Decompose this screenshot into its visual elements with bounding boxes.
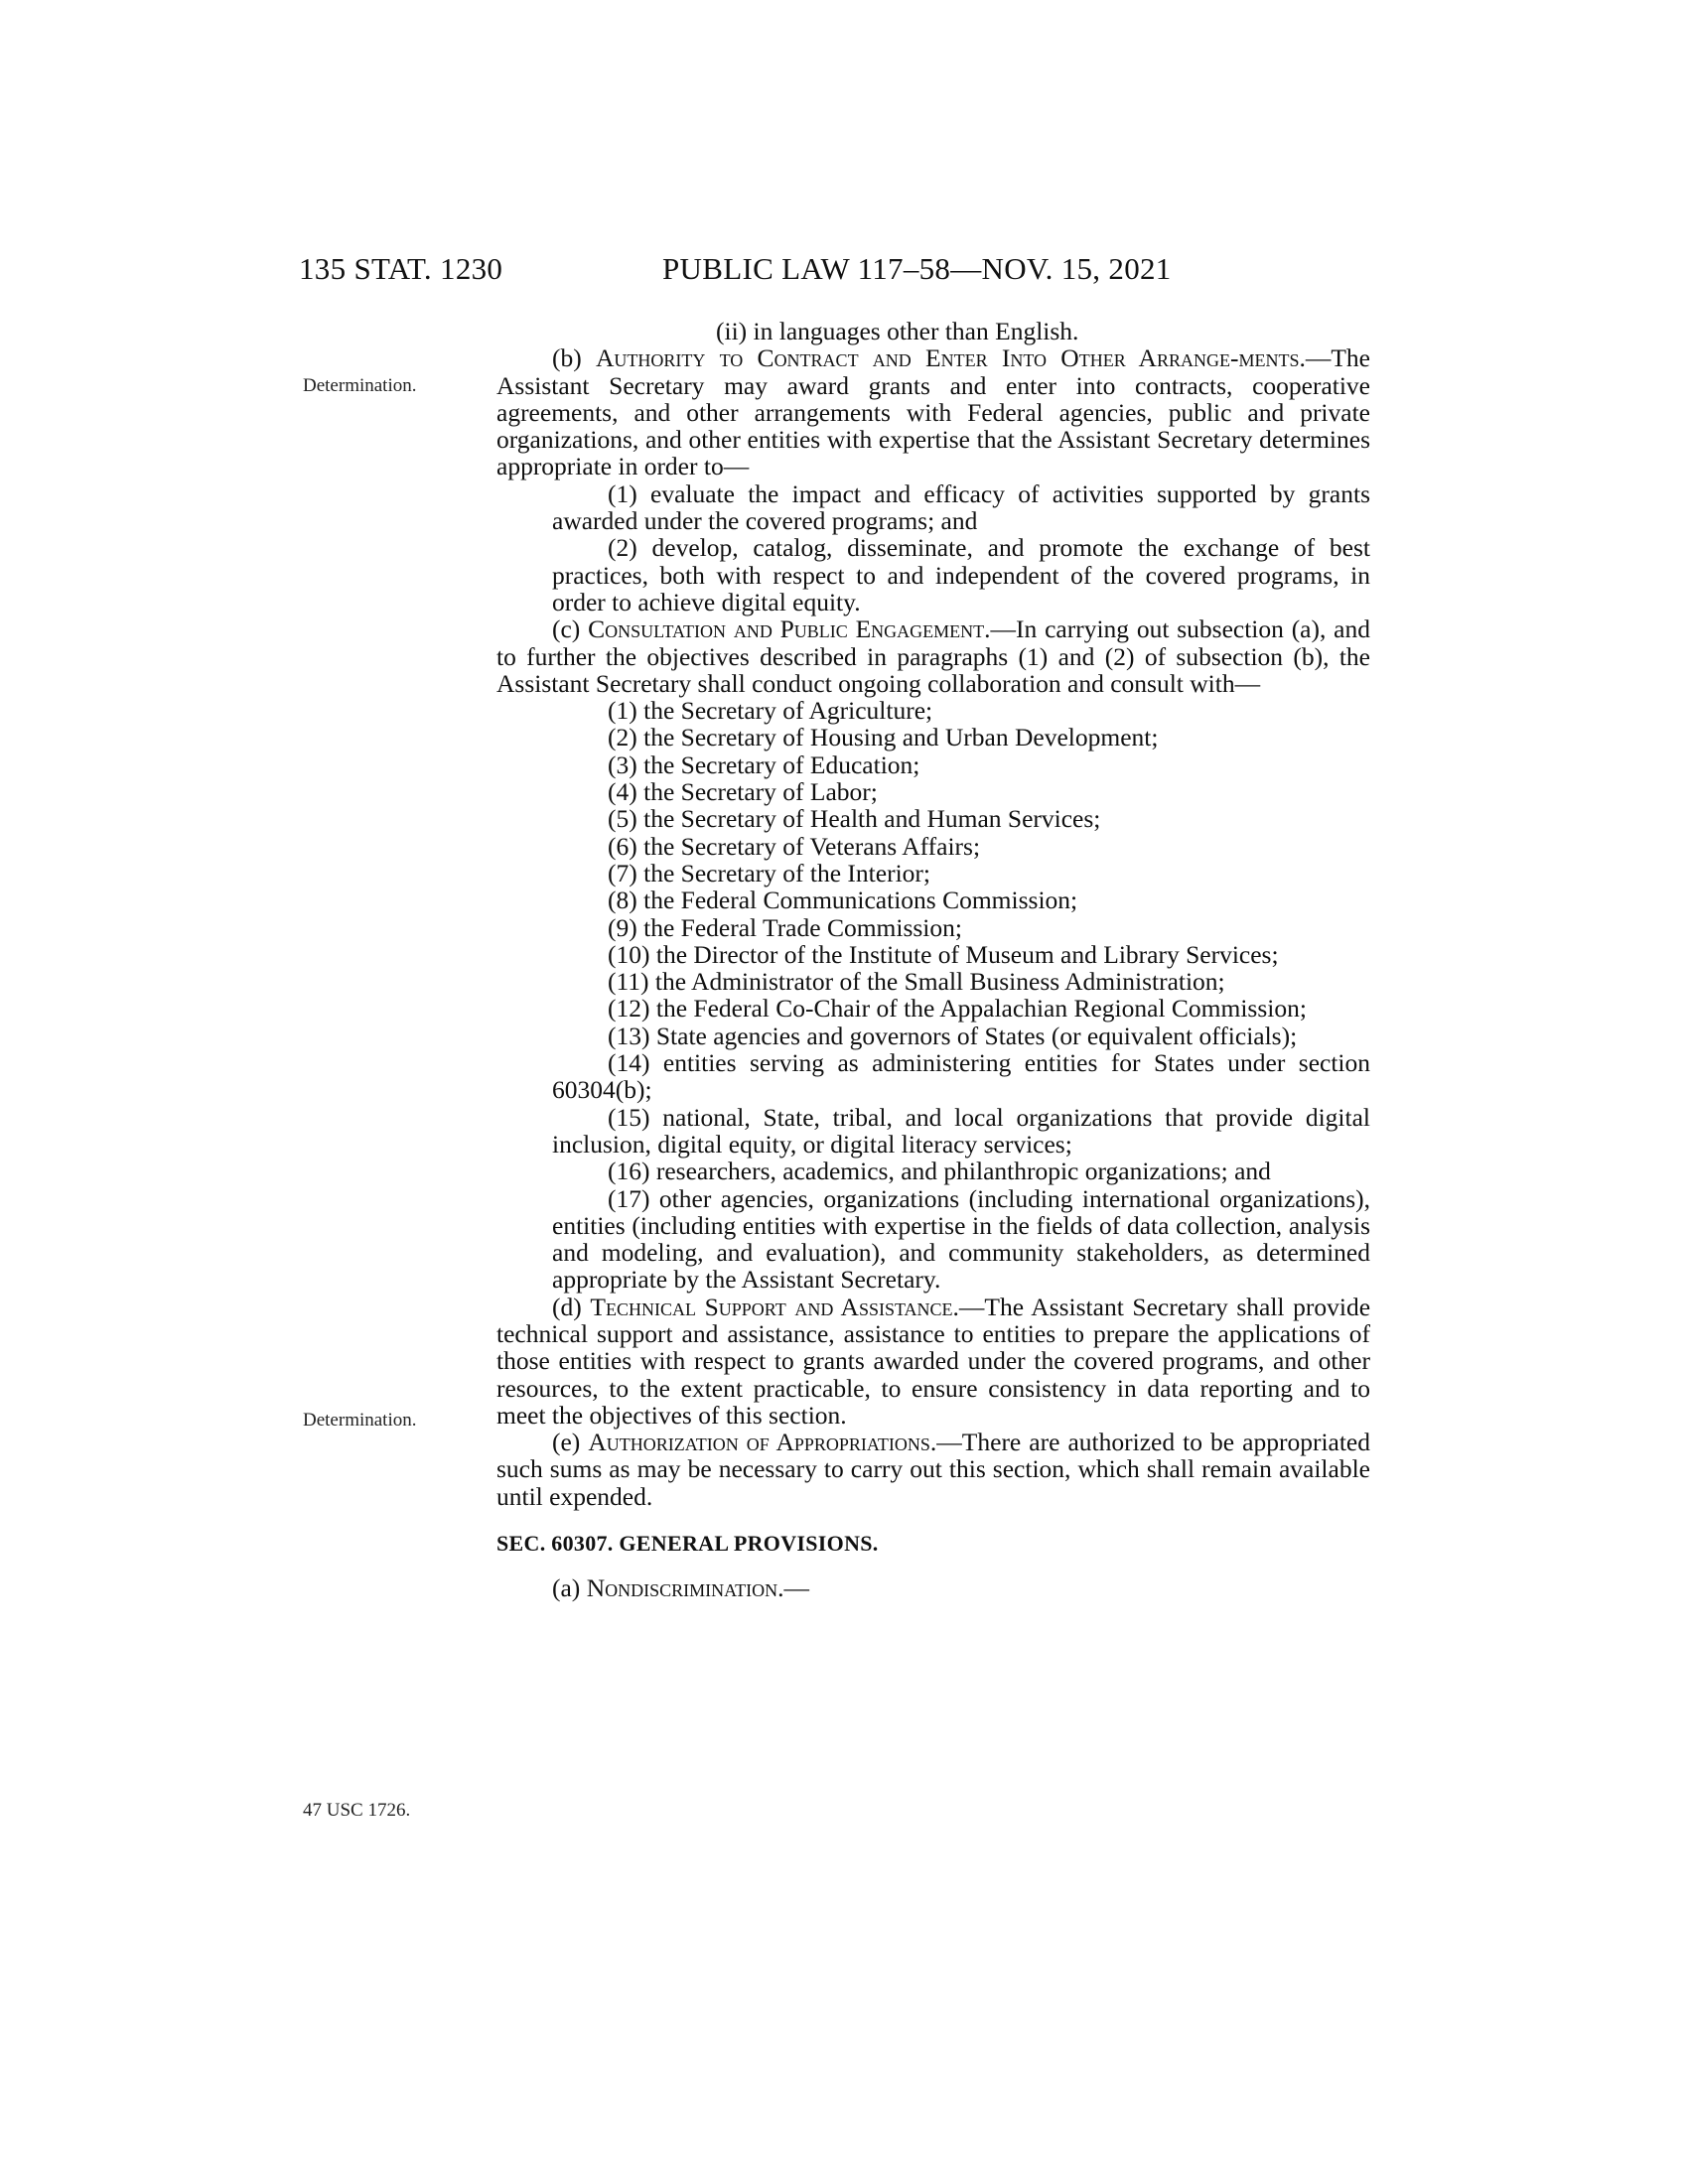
- list-item-c5: (5) the Secretary of Health and Human Services;: [608, 804, 1101, 834]
- list-item-c10: (10) the Director of the Institute of Museum and Library Services;: [608, 939, 1279, 969]
- paragraph-b1: (1) evaluate the impact and efficacy of activities supported by grants awarded under the covered programs; and: [552, 478, 1370, 536]
- list-item-c6: (6) the Secretary of Veterans Affairs;: [608, 831, 981, 861]
- margin-note-usc-citation: 47 USC 1726.: [303, 1800, 411, 1821]
- subsection-b-heading: Authority to Contract and Enter Into Other Arrange-ments: [595, 343, 1300, 373]
- list-item-c14: (14) entities serving as administering entities for States under section 60304(b);: [552, 1048, 1370, 1105]
- list-item-c13: (13) State agencies and governors of States (or equivalent officials);: [608, 1021, 1298, 1050]
- list-item-c16: (16) researchers, academics, and philanthropic organizations; and: [608, 1157, 1271, 1186]
- law-title: PUBLIC LAW 117–58—NOV. 15, 2021: [662, 251, 1172, 286]
- subsection-c: [496, 615, 1370, 697]
- subsection-e: [496, 1429, 1370, 1510]
- subsection-b-label: (b): [552, 343, 596, 373]
- list-item-c8: (8) the Federal Communications Commission;: [608, 886, 1078, 915]
- margin-note-determination-2: Determination.: [303, 1410, 417, 1431]
- subsection-d-label: (d): [552, 1292, 591, 1321]
- subsection-b-text: .—The Assistant Secretary may award grants and enter into contracts, cooperative agreements, and other arrangements with Federal agencies, public and private organizations, and other entities with expertise that the Assistant Secretary determines appropriate in order to—: [496, 343, 1370, 481]
- list-item-c17: (17) other agencies, organizations (including international organizations), entities (including entities with expertise in the fields of data collection, analysis and modeling, and evaluation), and community stakeholders, as determined appropriate by the Assistant Secretary.: [552, 1183, 1370, 1295]
- subsection-d: [496, 1294, 1370, 1429]
- list-item-c11: (11) the Administrator of the Small Business Administration;: [608, 967, 1225, 997]
- list-item-c1: (1) the Secretary of Agriculture;: [608, 696, 933, 726]
- subsection-a: [496, 1574, 1370, 1601]
- subsection-e-label: (e): [552, 1428, 589, 1457]
- subsection-b: [496, 344, 1370, 479]
- list-item-c4: (4) the Secretary of Labor;: [608, 777, 878, 807]
- subsection-d-heading: Technical Support and Assistance: [590, 1292, 953, 1321]
- paragraph-b2: (2) develop, catalog, disseminate, and promote the exchange of best practices, both with respect to and independent of the covered programs, in order to achieve digital equity.: [552, 533, 1370, 616]
- subsection-d-text: .—The Assistant Secretary shall provide technical support and assistance, assistance to entities to prepare the applications of those entities with respect to grants awarded under the covered programs, and other resources, to the extent practicable, to ensure consistency in data reporting and to meet the objectives of this section.: [496, 1292, 1371, 1430]
- clause-ii: (ii) in languages other than English.: [716, 317, 1079, 345]
- subsection-a-label: (a): [552, 1573, 587, 1603]
- subsection-c-label: (c): [552, 614, 589, 644]
- list-item-c3: (3) the Secretary of Education;: [608, 750, 920, 779]
- subsection-c-text: .—In carrying out subsection (a), and to further the objectives described in paragraphs (1) and (2) of subsection (b), the Assistant Secretary shall conduct ongoing collaboration and consult with—: [496, 614, 1370, 698]
- subsection-c-heading: Consultation and Public Engagement: [588, 614, 985, 644]
- subsection-a-heading: Nondiscrimination: [586, 1573, 778, 1603]
- subsection-a-text: .—: [777, 1573, 809, 1603]
- section-heading: SEC. 60307. GENERAL PROVISIONS.: [496, 1531, 879, 1557]
- subsection-e-text: .—There are authorized to be appropriated such sums as may be necessary to carry out this section, which shall remain available until expended.: [496, 1428, 1370, 1511]
- margin-note-determination-1: Determination.: [303, 375, 417, 396]
- list-item-c9: (9) the Federal Trade Commission;: [608, 912, 962, 942]
- stat-reference: 135 STAT. 1230: [299, 251, 503, 286]
- list-item-c7: (7) the Secretary of the Interior;: [608, 858, 930, 887]
- subsection-e-heading: Authorization of Appropriations: [588, 1428, 930, 1457]
- list-item-c15: (15) national, State, tribal, and local organizations that provide digital inclusion, digital equity, or digital literacy services;: [552, 1102, 1370, 1159]
- list-item-c12: (12) the Federal Co-Chair of the Appalachian Regional Commission;: [608, 994, 1307, 1024]
- list-item-c2: (2) the Secretary of Housing and Urban Development;: [608, 723, 1159, 752]
- body-text: [496, 318, 1370, 1602]
